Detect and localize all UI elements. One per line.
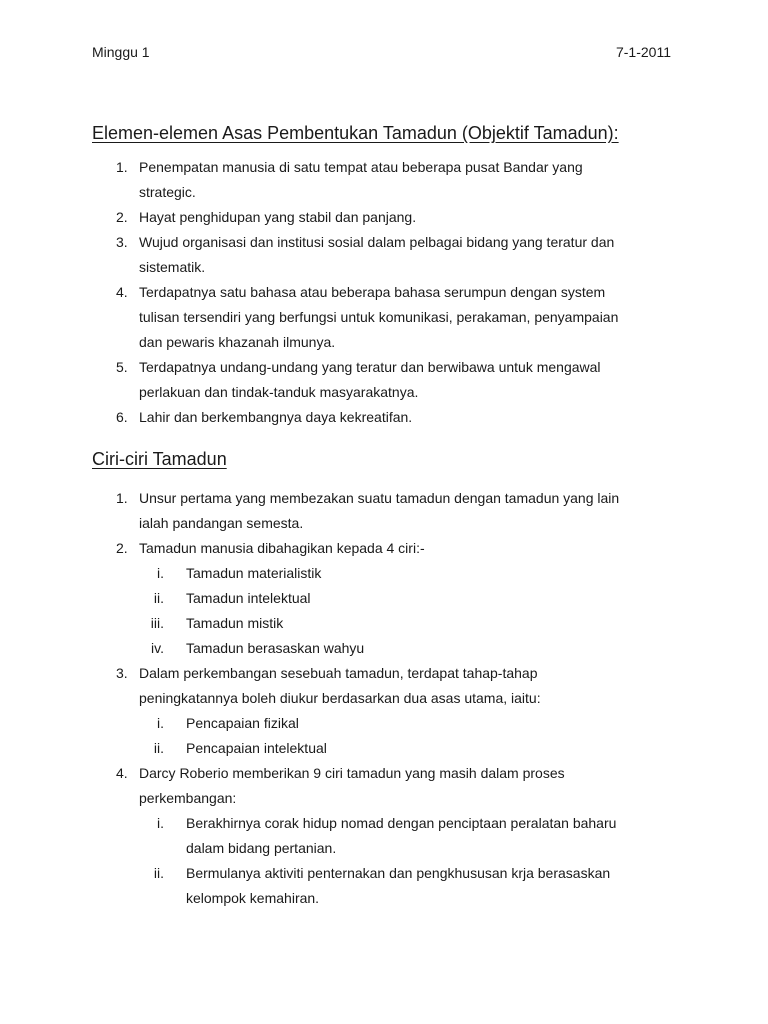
- list-item-number: 1.: [116, 490, 128, 506]
- list-item-text: Terdapatnya satu bahasa atau beberapa bahasa serumpun dengan system: [139, 284, 606, 300]
- list-item-text: Unsur pertama yang membezakan suatu tamadun dengan tamadun yang lain: [139, 490, 620, 506]
- sub-list-item-text: Pencapaian fizikal: [186, 715, 299, 731]
- sub-list-item-number: ii.: [153, 865, 164, 881]
- sub-list-item-text: kelompok kemahiran.: [186, 890, 320, 906]
- list-item-number: 3.: [116, 234, 128, 250]
- list-item-text: Penempatan manusia di satu tempat atau beberapa pusat Bandar yang: [139, 159, 583, 175]
- sub-list-item-number: iv.: [151, 640, 164, 656]
- list-item-text: perlakuan dan tindak-tanduk masyarakatnya.: [139, 384, 419, 400]
- section-2-title: Ciri-ciri Tamadun: [92, 449, 227, 469]
- list-item-text: dan pewaris khazanah ilmunya.: [139, 334, 336, 350]
- sub-list-item-text: Tamadun intelektual: [186, 590, 311, 606]
- list-item-number: 5.: [116, 359, 128, 375]
- page-header: [92, 44, 671, 60]
- list-item-text: Terdapatnya undang-undang yang teratur dan berwibawa untuk mengawal: [139, 359, 601, 375]
- sub-list-item-number: i.: [157, 815, 164, 831]
- list-item-number: 1.: [116, 159, 128, 175]
- list-item-text: Lahir dan berkembangnya daya kekreatifan.: [139, 409, 413, 425]
- sub-list-item-number: ii.: [153, 590, 164, 606]
- list-item-number: 2.: [116, 209, 128, 225]
- list-item-text: peningkatannya boleh diukur berdasarkan dua asas utama, iaitu:: [139, 690, 541, 706]
- list-item-text: Wujud organisasi dan institusi sosial dalam pelbagai bidang yang teratur dan: [139, 234, 615, 250]
- list-item-text: sistematik.: [139, 259, 206, 275]
- sub-list-item-text: Tamadun materialistik: [186, 565, 322, 581]
- list-item-text: ialah pandangan semesta.: [139, 515, 304, 531]
- list-item-number: 4.: [116, 284, 128, 300]
- sub-list-item-number: i.: [157, 715, 164, 731]
- list-item-text: strategic.: [139, 184, 196, 200]
- list-item-text: Tamadun manusia dibahagikan kepada 4 ciri:-: [139, 540, 425, 556]
- sub-list-item-text: Pencapaian intelektual: [186, 740, 327, 756]
- list-item-text: Darcy Roberio memberikan 9 ciri tamadun yang masih dalam proses: [139, 765, 565, 781]
- list-item-text: perkembangan:: [139, 790, 237, 806]
- section-1-title: Elemen-elemen Asas Pembentukan Tamadun (Objektif Tamadun):: [92, 123, 619, 143]
- sub-list-item-number: i.: [157, 565, 164, 581]
- list-item-text: tulisan tersendiri yang berfungsi untuk komunikasi, perakaman, penyampaian: [139, 309, 619, 325]
- sub-list-item-number: ii.: [153, 740, 164, 756]
- header-week: Minggu 1: [92, 44, 150, 60]
- sub-list-item-text: Tamadun berasaskan wahyu: [186, 640, 365, 656]
- sub-list-item-text: Berakhirnya corak hidup nomad dengan penciptaan peralatan baharu: [186, 815, 617, 831]
- sub-list-item-text: Bermulanya aktiviti penternakan dan pengkhususan krja berasaskan: [186, 865, 611, 881]
- list-item-text: Hayat penghidupan yang stabil dan panjang.: [139, 209, 417, 225]
- list-item-number: 3.: [116, 665, 128, 681]
- list-item-number: 4.: [116, 765, 128, 781]
- sub-list-item-text: dalam bidang pertanian.: [186, 840, 337, 856]
- list-item-number: 2.: [116, 540, 128, 556]
- header-date: 7-1-2011: [615, 44, 671, 60]
- list-item-text: Dalam perkembangan sesebuah tamadun, terdapat tahap-tahap: [139, 665, 538, 681]
- list-item-number: 6.: [116, 409, 128, 425]
- sub-list-item-number: iii.: [150, 615, 164, 631]
- sub-list-item-text: Tamadun mistik: [186, 615, 284, 631]
